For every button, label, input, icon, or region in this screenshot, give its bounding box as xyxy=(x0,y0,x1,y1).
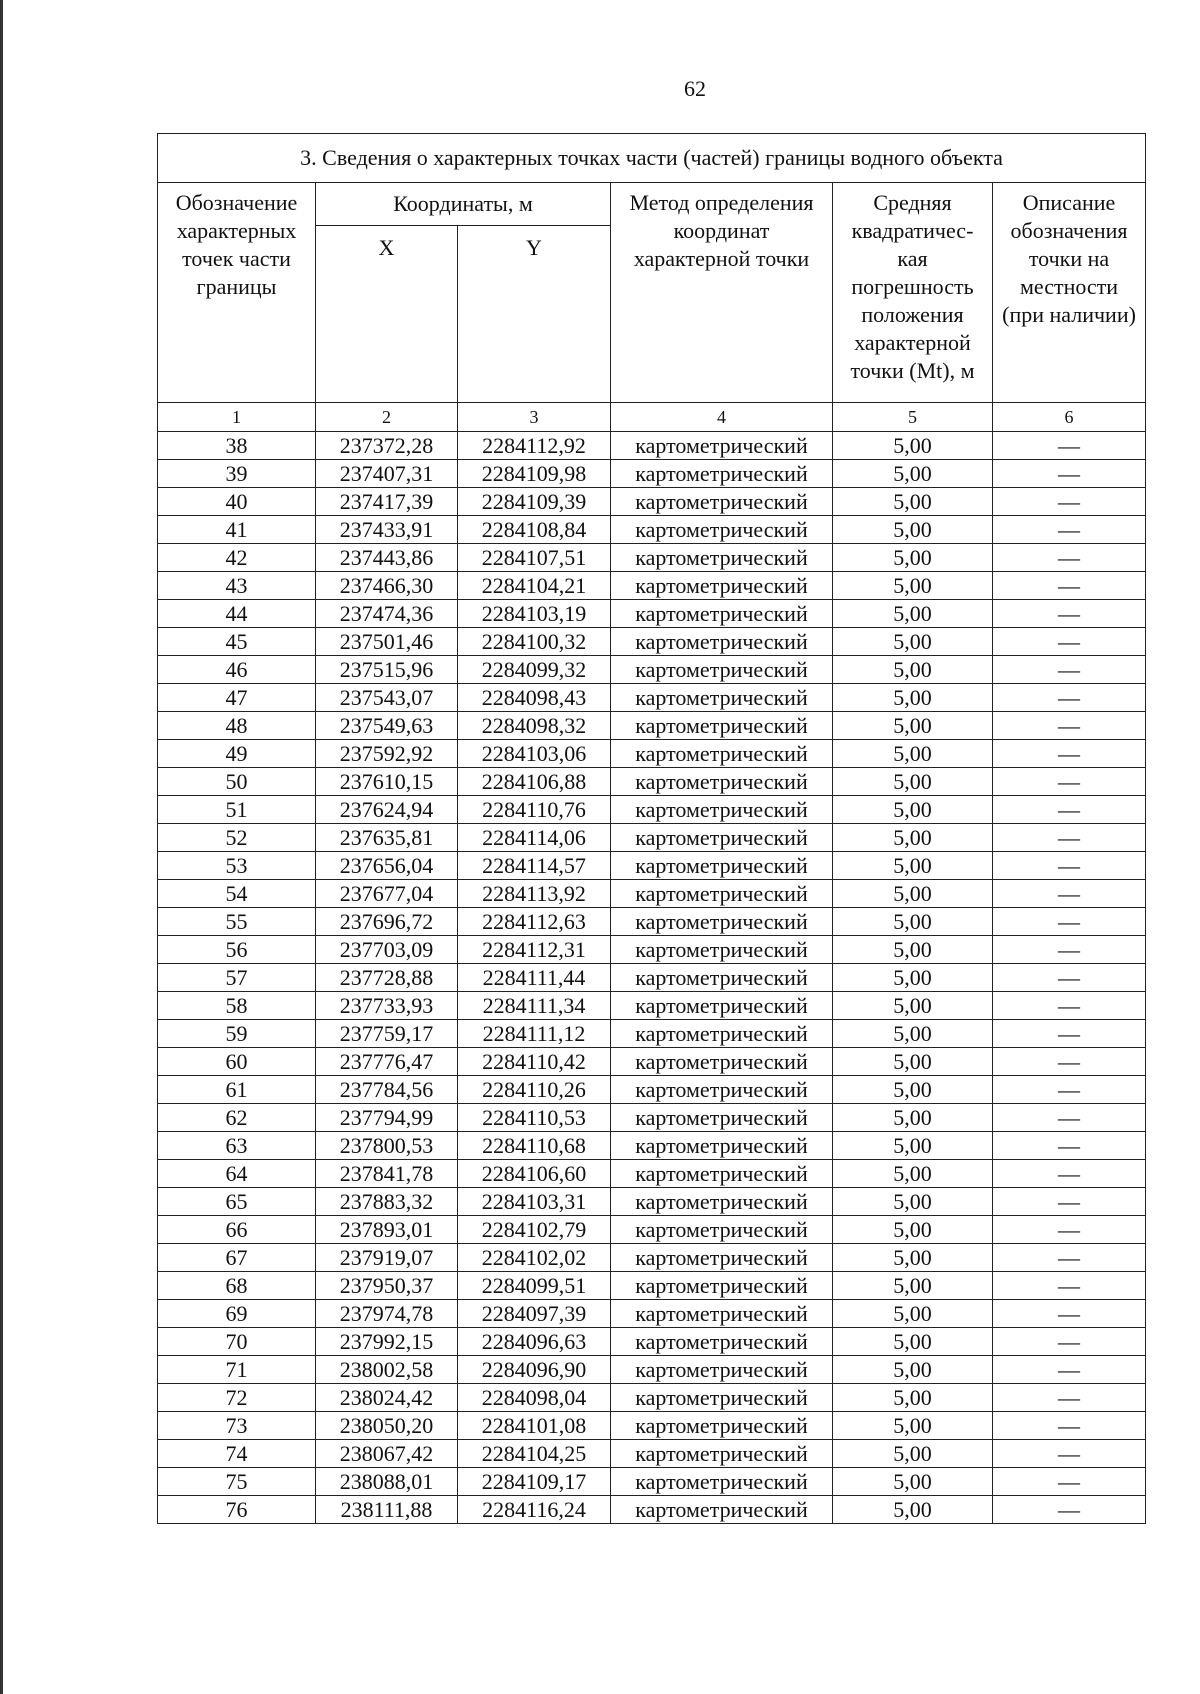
table-row xyxy=(158,992,1146,1020)
cell-y: 2284111,34 xyxy=(458,992,611,1020)
cell-x: 237466,30 xyxy=(316,572,458,600)
cell-error: 5,00 xyxy=(833,1328,993,1356)
cell-y: 2284114,06 xyxy=(458,824,611,852)
cell-point: 51 xyxy=(158,796,316,824)
cell-y: 2284103,19 xyxy=(458,600,611,628)
cell-point: 59 xyxy=(158,1020,316,1048)
cell-y: 2284102,79 xyxy=(458,1216,611,1244)
cell-y: 2284098,43 xyxy=(458,684,611,712)
cell-method: картометрический xyxy=(611,992,833,1020)
cell-point: 38 xyxy=(158,432,316,460)
cell-point: 53 xyxy=(158,852,316,880)
header-terrain-description: Описание обозначения точки на местности (при наличии) xyxy=(993,183,1146,403)
cell-y: 2284098,32 xyxy=(458,712,611,740)
table-row xyxy=(158,964,1146,992)
cell-point: 64 xyxy=(158,1160,316,1188)
cell-method: картометрический xyxy=(611,852,833,880)
cell-y: 2284106,88 xyxy=(458,768,611,796)
cell-x: 237703,09 xyxy=(316,936,458,964)
table-row xyxy=(158,824,1146,852)
cell-point: 40 xyxy=(158,488,316,516)
cell-error: 5,00 xyxy=(833,1160,993,1188)
table-title-row xyxy=(158,134,1146,183)
cell-method: картометрический xyxy=(611,460,833,488)
cell-error: 5,00 xyxy=(833,1188,993,1216)
table-row xyxy=(158,1104,1146,1132)
cell-x: 238024,42 xyxy=(316,1384,458,1412)
cell-error: 5,00 xyxy=(833,908,993,936)
cell-method: картометрический xyxy=(611,768,833,796)
cell-description: — xyxy=(993,628,1146,656)
column-number: 2 xyxy=(316,403,458,432)
cell-x: 237794,99 xyxy=(316,1104,458,1132)
cell-point: 50 xyxy=(158,768,316,796)
cell-description: — xyxy=(993,600,1146,628)
cell-y: 2284110,76 xyxy=(458,796,611,824)
cell-method: картометрический xyxy=(611,1440,833,1468)
cell-y: 2284101,08 xyxy=(458,1412,611,1440)
cell-description: — xyxy=(993,1468,1146,1496)
cell-y: 2284106,60 xyxy=(458,1160,611,1188)
table-row xyxy=(158,1244,1146,1272)
cell-y: 2284109,98 xyxy=(458,460,611,488)
cell-x: 237974,78 xyxy=(316,1300,458,1328)
cell-x: 237592,92 xyxy=(316,740,458,768)
cell-x: 237433,91 xyxy=(316,516,458,544)
cell-y: 2284109,17 xyxy=(458,1468,611,1496)
cell-x: 237372,28 xyxy=(316,432,458,460)
cell-point: 56 xyxy=(158,936,316,964)
cell-method: картометрический xyxy=(611,880,833,908)
cell-x: 237515,96 xyxy=(316,656,458,684)
cell-error: 5,00 xyxy=(833,1356,993,1384)
cell-y: 2284110,42 xyxy=(458,1048,611,1076)
cell-y: 2284116,24 xyxy=(458,1496,611,1524)
table-row xyxy=(158,1020,1146,1048)
table-row xyxy=(158,628,1146,656)
column-number: 3 xyxy=(458,403,611,432)
cell-point: 48 xyxy=(158,712,316,740)
cell-point: 73 xyxy=(158,1412,316,1440)
cell-x: 237733,93 xyxy=(316,992,458,1020)
table-row xyxy=(158,1076,1146,1104)
cell-description: — xyxy=(993,824,1146,852)
cell-description: — xyxy=(993,1160,1146,1188)
cell-x: 237443,86 xyxy=(316,544,458,572)
cell-method: картометрический xyxy=(611,1412,833,1440)
cell-error: 5,00 xyxy=(833,1020,993,1048)
cell-y: 2284110,26 xyxy=(458,1076,611,1104)
table-row xyxy=(158,740,1146,768)
table-row xyxy=(158,1468,1146,1496)
cell-description: — xyxy=(993,656,1146,684)
table-row xyxy=(158,1440,1146,1468)
cell-error: 5,00 xyxy=(833,1300,993,1328)
cell-description: — xyxy=(993,1104,1146,1132)
cell-x: 237543,07 xyxy=(316,684,458,712)
header-x: X xyxy=(316,226,458,403)
cell-description: — xyxy=(993,908,1146,936)
cell-error: 5,00 xyxy=(833,1272,993,1300)
cell-description: — xyxy=(993,1076,1146,1104)
cell-description: — xyxy=(993,488,1146,516)
cell-y: 2284110,68 xyxy=(458,1132,611,1160)
cell-error: 5,00 xyxy=(833,880,993,908)
cell-x: 237784,56 xyxy=(316,1076,458,1104)
cell-x: 237893,01 xyxy=(316,1216,458,1244)
table-row xyxy=(158,1412,1146,1440)
header-mean-square-error: Средняя квадратичес-кая погрешность положения характерной точки (Mt), м xyxy=(833,183,993,403)
cell-y: 2284112,63 xyxy=(458,908,611,936)
table-row xyxy=(158,1300,1146,1328)
cell-description: — xyxy=(993,1244,1146,1272)
table-row xyxy=(158,600,1146,628)
column-number: 6 xyxy=(993,403,1146,432)
cell-y: 2284111,12 xyxy=(458,1020,611,1048)
cell-error: 5,00 xyxy=(833,768,993,796)
cell-error: 5,00 xyxy=(833,628,993,656)
cell-method: картометрический xyxy=(611,1188,833,1216)
cell-point: 54 xyxy=(158,880,316,908)
table-row xyxy=(158,796,1146,824)
header-coordinates: Координаты, м xyxy=(316,183,611,226)
cell-error: 5,00 xyxy=(833,1496,993,1524)
table-row xyxy=(158,908,1146,936)
cell-method: картометрический xyxy=(611,1300,833,1328)
cell-description: — xyxy=(993,740,1146,768)
cell-method: картометрический xyxy=(611,936,833,964)
table-row xyxy=(158,1188,1146,1216)
cell-error: 5,00 xyxy=(833,432,993,460)
table-row xyxy=(158,1132,1146,1160)
cell-point: 62 xyxy=(158,1104,316,1132)
cell-description: — xyxy=(993,1496,1146,1524)
cell-y: 2284107,51 xyxy=(458,544,611,572)
column-number: 1 xyxy=(158,403,316,432)
table-row xyxy=(158,516,1146,544)
cell-method: картометрический xyxy=(611,1272,833,1300)
cell-description: — xyxy=(993,1412,1146,1440)
cell-x: 237610,15 xyxy=(316,768,458,796)
cell-y: 2284102,02 xyxy=(458,1244,611,1272)
cell-method: картометрический xyxy=(611,628,833,656)
cell-point: 57 xyxy=(158,964,316,992)
cell-description: — xyxy=(993,1384,1146,1412)
cell-description: — xyxy=(993,572,1146,600)
cell-description: — xyxy=(993,1356,1146,1384)
table-body xyxy=(158,134,1146,1524)
cell-point: 41 xyxy=(158,516,316,544)
cell-method: картометрический xyxy=(611,684,833,712)
cell-point: 71 xyxy=(158,1356,316,1384)
cell-method: картометрический xyxy=(611,656,833,684)
cell-description: — xyxy=(993,712,1146,740)
cell-point: 49 xyxy=(158,740,316,768)
cell-method: картометрический xyxy=(611,964,833,992)
cell-point: 66 xyxy=(158,1216,316,1244)
cell-error: 5,00 xyxy=(833,1076,993,1104)
cell-description: — xyxy=(993,544,1146,572)
header-method: Метод определения координат характерной точки xyxy=(611,183,833,403)
table-row xyxy=(158,1328,1146,1356)
cell-x: 237759,17 xyxy=(316,1020,458,1048)
table-row xyxy=(158,1216,1146,1244)
cell-point: 45 xyxy=(158,628,316,656)
boundary-points-table xyxy=(157,133,1146,1524)
cell-y: 2284110,53 xyxy=(458,1104,611,1132)
cell-y: 2284100,32 xyxy=(458,628,611,656)
cell-description: — xyxy=(993,1272,1146,1300)
cell-point: 69 xyxy=(158,1300,316,1328)
cell-x: 237800,53 xyxy=(316,1132,458,1160)
cell-y: 2284096,90 xyxy=(458,1356,611,1384)
cell-method: картометрический xyxy=(611,1216,833,1244)
cell-description: — xyxy=(993,936,1146,964)
cell-point: 67 xyxy=(158,1244,316,1272)
cell-error: 5,00 xyxy=(833,1048,993,1076)
cell-error: 5,00 xyxy=(833,1468,993,1496)
cell-error: 5,00 xyxy=(833,712,993,740)
cell-y: 2284099,51 xyxy=(458,1272,611,1300)
cell-x: 237407,31 xyxy=(316,460,458,488)
cell-method: картометрический xyxy=(611,824,833,852)
table-row xyxy=(158,1496,1146,1524)
cell-method: картометрический xyxy=(611,796,833,824)
table-row xyxy=(158,544,1146,572)
cell-point: 74 xyxy=(158,1440,316,1468)
cell-point: 42 xyxy=(158,544,316,572)
column-number: 4 xyxy=(611,403,833,432)
table-row xyxy=(158,432,1146,460)
cell-y: 2284113,92 xyxy=(458,880,611,908)
cell-method: картометрический xyxy=(611,516,833,544)
table-row xyxy=(158,852,1146,880)
cell-description: — xyxy=(993,768,1146,796)
cell-y: 2284112,31 xyxy=(458,936,611,964)
cell-y: 2284103,06 xyxy=(458,740,611,768)
cell-x: 238050,20 xyxy=(316,1412,458,1440)
cell-point: 39 xyxy=(158,460,316,488)
cell-error: 5,00 xyxy=(833,964,993,992)
cell-method: картометрический xyxy=(611,488,833,516)
cell-point: 63 xyxy=(158,1132,316,1160)
header-y: Y xyxy=(458,226,611,403)
cell-x: 237656,04 xyxy=(316,852,458,880)
cell-y: 2284108,84 xyxy=(458,516,611,544)
cell-point: 58 xyxy=(158,992,316,1020)
cell-error: 5,00 xyxy=(833,796,993,824)
table-row xyxy=(158,1048,1146,1076)
cell-point: 55 xyxy=(158,908,316,936)
cell-description: — xyxy=(993,992,1146,1020)
cell-description: — xyxy=(993,1020,1146,1048)
cell-error: 5,00 xyxy=(833,656,993,684)
table-row xyxy=(158,712,1146,740)
cell-error: 5,00 xyxy=(833,1244,993,1272)
cell-method: картометрический xyxy=(611,1160,833,1188)
cell-x: 238067,42 xyxy=(316,1440,458,1468)
page-number: 62 xyxy=(684,76,706,101)
cell-method: картометрический xyxy=(611,1328,833,1356)
cell-method: картометрический xyxy=(611,1104,833,1132)
cell-x: 237992,15 xyxy=(316,1328,458,1356)
cell-description: — xyxy=(993,964,1146,992)
page-edge-line xyxy=(0,0,3,1694)
cell-error: 5,00 xyxy=(833,572,993,600)
cell-x: 237624,94 xyxy=(316,796,458,824)
cell-point: 61 xyxy=(158,1076,316,1104)
cell-method: картометрический xyxy=(611,1244,833,1272)
cell-y: 2284114,57 xyxy=(458,852,611,880)
cell-error: 5,00 xyxy=(833,852,993,880)
cell-point: 76 xyxy=(158,1496,316,1524)
cell-description: — xyxy=(993,796,1146,824)
cell-method: картометрический xyxy=(611,1468,833,1496)
cell-y: 2284109,39 xyxy=(458,488,611,516)
cell-description: — xyxy=(993,1132,1146,1160)
cell-description: — xyxy=(993,880,1146,908)
cell-error: 5,00 xyxy=(833,740,993,768)
cell-description: — xyxy=(993,1188,1146,1216)
cell-error: 5,00 xyxy=(833,516,993,544)
cell-error: 5,00 xyxy=(833,1384,993,1412)
cell-method: картометрический xyxy=(611,1020,833,1048)
cell-y: 2284104,25 xyxy=(458,1440,611,1468)
cell-x: 237549,63 xyxy=(316,712,458,740)
cell-x: 237635,81 xyxy=(316,824,458,852)
cell-x: 238111,88 xyxy=(316,1496,458,1524)
cell-error: 5,00 xyxy=(833,544,993,572)
cell-error: 5,00 xyxy=(833,684,993,712)
cell-error: 5,00 xyxy=(833,1132,993,1160)
cell-x: 237950,37 xyxy=(316,1272,458,1300)
table-row xyxy=(158,880,1146,908)
table-row xyxy=(158,460,1146,488)
table-row xyxy=(158,1272,1146,1300)
cell-method: картометрический xyxy=(611,432,833,460)
cell-method: картометрический xyxy=(611,544,833,572)
table-row xyxy=(158,1160,1146,1188)
cell-description: — xyxy=(993,432,1146,460)
cell-method: картометрический xyxy=(611,1384,833,1412)
cell-method: картометрический xyxy=(611,600,833,628)
cell-y: 2284097,39 xyxy=(458,1300,611,1328)
cell-error: 5,00 xyxy=(833,1440,993,1468)
cell-x: 237677,04 xyxy=(316,880,458,908)
table-row xyxy=(158,1356,1146,1384)
cell-description: — xyxy=(993,460,1146,488)
cell-x: 237417,39 xyxy=(316,488,458,516)
cell-point: 44 xyxy=(158,600,316,628)
cell-error: 5,00 xyxy=(833,992,993,1020)
cell-method: картометрический xyxy=(611,1048,833,1076)
cell-point: 72 xyxy=(158,1384,316,1412)
cell-x: 237841,78 xyxy=(316,1160,458,1188)
cell-x: 238002,58 xyxy=(316,1356,458,1384)
table-row xyxy=(158,936,1146,964)
cell-point: 47 xyxy=(158,684,316,712)
table-row xyxy=(158,488,1146,516)
column-number: 5 xyxy=(833,403,993,432)
cell-point: 43 xyxy=(158,572,316,600)
cell-x: 237696,72 xyxy=(316,908,458,936)
table-row xyxy=(158,1384,1146,1412)
cell-x: 237474,36 xyxy=(316,600,458,628)
cell-method: картометрический xyxy=(611,572,833,600)
cell-y: 2284096,63 xyxy=(458,1328,611,1356)
cell-y: 2284112,92 xyxy=(458,432,611,460)
table-title: 3. Сведения о характерных точках части (частей) границы водного объекта xyxy=(158,134,1146,183)
cell-error: 5,00 xyxy=(833,1216,993,1244)
cell-error: 5,00 xyxy=(833,600,993,628)
cell-method: картометрический xyxy=(611,740,833,768)
cell-description: — xyxy=(993,1440,1146,1468)
cell-y: 2284099,32 xyxy=(458,656,611,684)
column-number-row xyxy=(158,403,1146,432)
table-row xyxy=(158,684,1146,712)
cell-error: 5,00 xyxy=(833,1412,993,1440)
table-row xyxy=(158,572,1146,600)
cell-x: 237501,46 xyxy=(316,628,458,656)
cell-y: 2284111,44 xyxy=(458,964,611,992)
cell-y: 2284098,04 xyxy=(458,1384,611,1412)
cell-point: 52 xyxy=(158,824,316,852)
cell-error: 5,00 xyxy=(833,824,993,852)
header-row-1 xyxy=(158,183,1146,226)
cell-point: 60 xyxy=(158,1048,316,1076)
cell-description: — xyxy=(993,516,1146,544)
cell-description: — xyxy=(993,852,1146,880)
cell-x: 238088,01 xyxy=(316,1468,458,1496)
table-row xyxy=(158,768,1146,796)
cell-method: картометрический xyxy=(611,908,833,936)
cell-description: — xyxy=(993,1216,1146,1244)
cell-x: 237919,07 xyxy=(316,1244,458,1272)
cell-y: 2284104,21 xyxy=(458,572,611,600)
cell-x: 237883,32 xyxy=(316,1188,458,1216)
cell-method: картометрический xyxy=(611,712,833,740)
cell-x: 237728,88 xyxy=(316,964,458,992)
cell-method: картометрический xyxy=(611,1496,833,1524)
cell-point: 46 xyxy=(158,656,316,684)
cell-description: — xyxy=(993,684,1146,712)
cell-description: — xyxy=(993,1048,1146,1076)
table-row xyxy=(158,656,1146,684)
cell-point: 75 xyxy=(158,1468,316,1496)
cell-point: 70 xyxy=(158,1328,316,1356)
cell-method: картометрический xyxy=(611,1132,833,1160)
cell-point: 65 xyxy=(158,1188,316,1216)
cell-y: 2284103,31 xyxy=(458,1188,611,1216)
header-point-designation: Обозначение характерных точек части границы xyxy=(158,183,316,403)
cell-x: 237776,47 xyxy=(316,1048,458,1076)
cell-error: 5,00 xyxy=(833,488,993,516)
cell-method: картометрический xyxy=(611,1076,833,1104)
cell-error: 5,00 xyxy=(833,936,993,964)
cell-error: 5,00 xyxy=(833,1104,993,1132)
cell-point: 68 xyxy=(158,1272,316,1300)
cell-description: — xyxy=(993,1328,1146,1356)
cell-method: картометрический xyxy=(611,1356,833,1384)
cell-error: 5,00 xyxy=(833,460,993,488)
cell-description: — xyxy=(993,1300,1146,1328)
